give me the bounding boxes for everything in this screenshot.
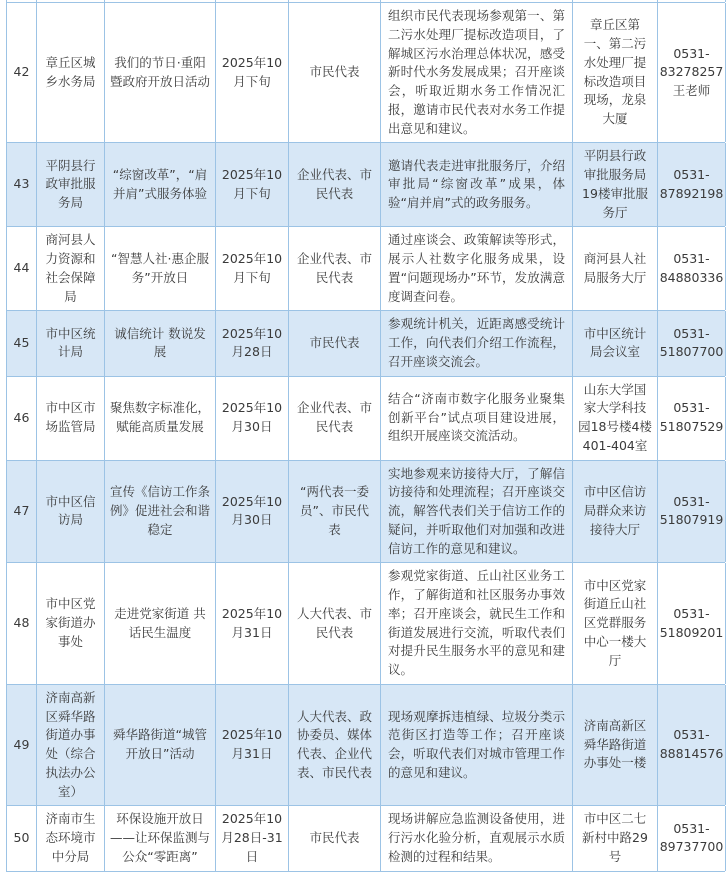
cell-content: 邀请代表走进审批服务厅，介绍审批局“综窗改革”成果，体验“肩并肩”式的政务服务。 [381,143,573,226]
cell-contact: 0531-51807529 [658,377,726,460]
cell-contact: 0531-51809201 [658,563,726,684]
cell-activity: “智慧人社·惠企服务”开放日 [105,227,216,310]
cell-contact: 0531-88814576 [658,685,726,806]
table-row [7,563,725,685]
cell-index: 49 [7,685,37,806]
cell-index: 50 [7,806,37,870]
cell-location: 市中区二七新村中路29号 [573,806,658,870]
cell-activity: 舜华路街道“城管开放日”活动 [105,685,216,806]
cell-date: 2025年10月31日 [216,685,289,806]
cell-activity: 走进党家街道 共话民生温度 [105,563,216,684]
partial-cell [37,0,105,2]
cell-index: 46 [7,377,37,460]
cell-location: 平阴县行政审批服务局19楼审批服务厅 [573,143,658,226]
cell-location: 章丘区第一、第二污水处理厂提标改造项目现场，龙泉大厦 [573,3,658,142]
cell-index: 43 [7,143,37,226]
table-row [7,311,725,376]
cell-date: 2025年10月下旬 [216,143,289,226]
cell-contact: 0531-84880336 [658,227,726,310]
cell-date: 2025年10月31日 [216,563,289,684]
cell-contact: 0531-87892198 [658,143,726,226]
cell-date: 2025年10月28日 [216,311,289,375]
cell-location: 济南高新区舜华路街道办事处一楼 [573,685,658,806]
cell-location: 市中区信访局群众来访接待大厅 [573,461,658,563]
cell-activity: 聚焦数字标准化，赋能高质量发展 [105,377,216,460]
cell-date: 2025年10月下旬 [216,227,289,310]
cell-participants: 市民代表 [289,311,381,375]
table-row [7,685,725,807]
cell-organization: 市中区市场监管局 [37,377,105,460]
cell-content: 结合“济南市数字化服务业聚集创新平台”试点项目建设进展，组织开展座谈交流活动。 [381,377,573,460]
cell-participants: 企业代表、市民代表 [289,143,381,226]
cell-content: 实地参观来访接待大厅，了解信访接待和处理流程；召开座谈交流，解答代表们关于信访工作的疑问，并听取他们对加强和改进信访工作的意见和建议。 [381,461,573,563]
cell-participants: 人大代表、市民代表 [289,563,381,684]
cell-location: 商河县人社局服务大厅 [573,227,658,310]
cell-content: 现场观摩拆违植绿、垃圾分类示范街区打造等工作；召开座谈会，听取代表们对城市管理工作的意见和建议。 [381,685,573,806]
partial-cell [105,0,216,2]
cell-organization: 济南市生态环境市中分局 [37,806,105,870]
partial-cell [573,0,658,2]
cell-activity: 宣传《信访工作条例》促进社会和谐稳定 [105,461,216,563]
table-row [7,143,725,227]
cell-contact: 0531-51807700 [658,311,726,375]
partial-cell [216,0,289,2]
cell-contact: 0531-51807919 [658,461,726,563]
cell-participants: 人大代表、政协委员、媒体代表、企业代表、市民代表 [289,685,381,806]
cell-content: 现场讲解应急监测设备使用，进行污水化验分析，直观展示水质检测的过程和结果。 [381,806,573,870]
cell-location: 山东大学国家大学科技园18号楼4楼401-404室 [573,377,658,460]
cell-organization: 济南高新区舜华路街道办事处（综合执法办公室） [37,685,105,806]
cell-location: 市中区党家街道丘山社区党群服务中心一楼大厅 [573,563,658,684]
table-row [7,806,725,871]
cell-activity: 环保设施开放日——让环保监测与公众“零距离” [105,806,216,870]
partial-cell [381,0,573,2]
partial-cell [7,0,37,2]
cell-participants: 企业代表、市民代表 [289,227,381,310]
cell-date: 2025年10月28日-31日 [216,806,289,870]
cell-date: 2025年10月30日 [216,461,289,563]
cell-organization: 商河县人力资源和社会保障局 [37,227,105,310]
cell-participants: 企业代表、市民代表 [289,377,381,460]
table-row [7,227,725,311]
cell-participants: 市民代表 [289,806,381,870]
cell-index: 47 [7,461,37,563]
cell-activity: 我们的节日·重阳暨政府开放日活动 [105,3,216,142]
cell-participants: 市民代表 [289,3,381,142]
cell-index: 45 [7,311,37,375]
cell-date: 2025年10月下旬 [216,3,289,142]
cell-index: 42 [7,3,37,142]
cell-participants: “两代表一委员”、市民代表 [289,461,381,563]
cell-activity: 诚信统计 数说发展 [105,311,216,375]
table-row [7,377,725,461]
cell-organization: 市中区统计局 [37,311,105,375]
cell-index: 48 [7,563,37,684]
table-row [7,3,725,143]
partial-cell [658,0,726,2]
cell-contact: 0531-83278257 王老师 [658,3,726,142]
cell-organization: 平阴县行政审批服务局 [37,143,105,226]
partial-cell [289,0,381,2]
cell-location: 市中区统计局会议室 [573,311,658,375]
cell-content: 参观统计机关，近距离感受统计工作，向代表们介绍工作流程，召开座谈交流会。 [381,311,573,375]
cell-content: 参观党家街道、丘山社区业务工作，了解街道和社区服务办事效率；召开座谈会，就民生工作和街道发展进行交流，听取代表们对提升民生服务水平的意见和建议。 [381,563,573,684]
cell-content: 通过座谈会、政策解读等形式，展示人社数字化服务成果，设置“问题现场办”环节，发放满意度调查问卷。 [381,227,573,310]
cell-content: 组织市民代表现场参观第一、第二污水处理厂提标改造项目，了解城区污水治理总体状况，感受新时代水务发展成果；召开座谈会，听取近期水务工作情况汇报，邀请市民代表对水务工作提出意见和建议。 [381,3,573,142]
cell-activity: “综窗改革”，“肩并肩”式服务体验 [105,143,216,226]
cell-date: 2025年10月30日 [216,377,289,460]
cell-organization: 章丘区城乡水务局 [37,3,105,142]
cell-organization: 市中区党家街道办事处 [37,563,105,684]
cell-index: 44 [7,227,37,310]
open-day-schedule-table [6,0,725,872]
cell-contact: 0531-89737700 [658,806,726,870]
cell-organization: 市中区信访局 [37,461,105,563]
table-row [7,461,725,564]
